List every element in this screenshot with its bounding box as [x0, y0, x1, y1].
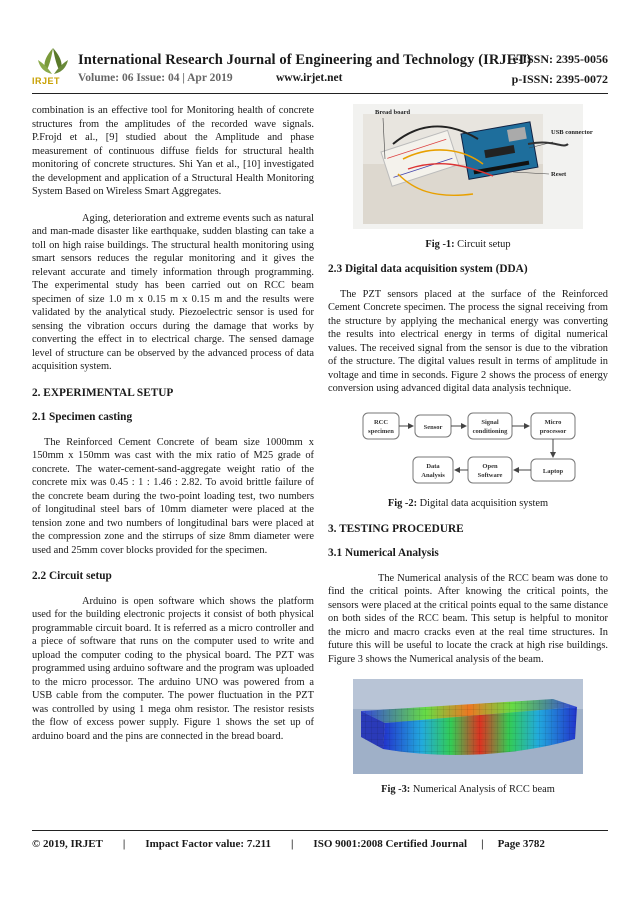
footer-divider: [32, 830, 608, 831]
figure-3: [328, 679, 608, 796]
journal-title: International Research Journal of Engineering and Technology (IRJET): [78, 52, 532, 68]
figure-3-caption: [328, 783, 608, 797]
heading-testing-procedure: 3. TESTING PROCEDURE: [328, 522, 464, 535]
label-bread-board: Bread board: [375, 109, 411, 116]
circuit-setup-photo: [353, 104, 593, 229]
paragraph-arduino: Arduino is open software which shows the platform used for the building electronic projects it consist of both physical programmable circuit board. It is referred as a micro controller and a piece of software that runs on the computer used to write and upload the computer coding to the physical board. The PZT was programmed using arduino software and the program was uploaded to the micro processor. The arduino UNO was powered from a USB cable from the computer. The power fluctuation in the PZT was controlled by using 1 mega ohm resistor. The resistor resists the flow of excess power supply. Figure 1 shows the set up of arduino board and the pins are connected in the bread board.: [32, 595, 314, 742]
figure-1: [328, 104, 608, 251]
svg-text:specimen: specimen: [368, 427, 394, 435]
paragraph-numerical: The Numerical analysis of the RCC beam was done to find the critical points. After knowing the critical points, the sensors were placed at the critical points equal to the same distance on both sides of the RCC beam. This setup is helpful to monitor the micro and macro cracks even at the real time structures. In future this will be useful to locate the crack at high rise buildings. Figure 3 shows the Numerical analysis of the beam.: [328, 572, 608, 665]
footer-copyright: © 2019, IRJET: [32, 838, 103, 850]
box-sensor-label: Sensor: [423, 423, 443, 431]
figure-2-caption: [328, 497, 608, 511]
svg-text:Open: Open: [482, 462, 498, 470]
footer-iso: ISO 9001:2008 Certified Journal: [313, 838, 468, 850]
dda-flow-diagram: [353, 409, 583, 489]
box-signal-conditioning: [468, 413, 512, 439]
figure-2-text: Digital data acquisition system: [417, 498, 549, 509]
figure-1-text: Circuit setup: [454, 238, 511, 250]
svg-text:processor: processor: [539, 427, 567, 435]
page-header: [32, 46, 608, 94]
figure-1-caption: [328, 238, 608, 252]
figure-2-number: Fig -2:: [387, 498, 418, 509]
svg-text:Software: Software: [477, 471, 503, 479]
label-reset: Reset: [551, 171, 567, 178]
svg-text:Data: Data: [426, 462, 440, 470]
box-rcc-specimen: [363, 413, 399, 439]
svg-text:Micro: Micro: [544, 418, 562, 426]
svg-text:conditioning: conditioning: [472, 427, 508, 435]
box-laptop-label: Laptop: [542, 467, 564, 475]
svg-text:Signal: Signal: [481, 418, 499, 426]
box-micro-processor: [531, 413, 575, 439]
right-column: [328, 104, 608, 808]
paragraph-specimen: The Reinforced Cement Concrete of beam size 1000mm x 150mm x 150mm was cast with the mix ratio of M25 grade of concrete. The water-cement-sand-aggregate weight ratio of the concrete mix was 0.45 : 1 : 1.46 : 2.82. To avoid brittle failure of the concrete beam during the two-point loading test, two numbers of longitudinal steel bars of 10mm diameter were placed at the tension zone and two numbers of longitudinal bars were placed at the compression zone and the stirrups of size 8mm diameter were used and 25mm cover blocks provided for the specimen.: [32, 436, 314, 556]
box-open-software: [468, 457, 512, 483]
pissn: p-ISSN: 2395-0072: [511, 72, 608, 86]
paragraph-aging: Aging, deterioration and extreme events such as natural and man-made disaster like earthquake, sudden blasting can take a toll on high raise buildings. The structural health monitoring using smart sensors reduces the regular monitoring and it gives the relevant accurate and timely information through programming. The experimental study has been carried out on RCC beam specimen of size 1.0 m x 0.15 m x 0.15 m and the results were validated by the analytical study. Piezoelectric sensor is used for sensing the vibration occurs during the damage that works by converting the effect in to electrical charge. The sensed damage level of structure can be observed by the advanced process of data acquisition system.: [32, 212, 314, 372]
paragraph-dda: The PZT sensors placed at the surface of the Reinforced Cement Concrete specimen. The process the signal receiving from the structure by applying the mechanical energy was converting the results into electrical energy in terms of digital numerical values. The received signal from the sensor is due to the vibration of the structure. The digital values result in terms of amplitude in voltage and time in seconds. Figure 2 shows the process of energy conversion using advanced digital data analysis technique.: [328, 288, 608, 394]
figure-1-number: Fig -1:: [425, 238, 455, 250]
figure-3-number: Fig -3:: [381, 783, 411, 795]
heading-dda: 2.3 Digital data acquisition system (DDA): [328, 263, 528, 275]
left-column: [32, 104, 314, 756]
heading-numerical-analysis: 3.1 Numerical Analysis: [328, 547, 439, 559]
journal-website[interactable]: www.irjet.net: [276, 72, 343, 84]
label-usb-connector: USB connector: [551, 129, 593, 136]
paragraph-related-work: combination is an effective tool for Monitoring health of concrete structures from the amplitudes of the recorded wave signals. P.Frojd et al., [9] studied about the Amplitude and phase measurement of continuous diffuse fields for structural health monitoring of concrete structures. Shi Yan et al., [10] investigated the development and application of a Structural Health Monitoring System Based on Wireless Smart Aggregates.: [32, 105, 314, 197]
figure-2: [328, 409, 608, 511]
eissn: e-ISSN: 2395-0056: [513, 52, 608, 66]
footer-page-number: Page 3782: [497, 838, 545, 850]
figure-3-text: Numerical Analysis of RCC beam: [410, 783, 555, 795]
logo-wordmark: IRJET: [32, 76, 61, 86]
heading-circuit-setup: 2.2 Circuit setup: [32, 570, 112, 582]
heading-specimen-casting: 2.1 Specimen casting: [32, 411, 133, 423]
heading-experimental-setup: 2. EXPERIMENTAL SETUP: [32, 386, 174, 399]
volume-issue: Volume: 06 Issue: 04 | Apr 2019: [78, 72, 233, 84]
numerical-analysis-image: [353, 679, 583, 774]
page-footer: © 2019, IRJET | Impact Factor value: 7.211 | ISO 9001:2008 Certified Journal | Page 3782: [32, 838, 545, 850]
footer-impact-factor: Impact Factor value: 7.211: [145, 838, 271, 850]
header-divider: [32, 93, 608, 94]
svg-text:Analysis: Analysis: [421, 471, 445, 479]
svg-text:RCC: RCC: [373, 418, 389, 426]
box-data-analysis: [413, 457, 453, 483]
